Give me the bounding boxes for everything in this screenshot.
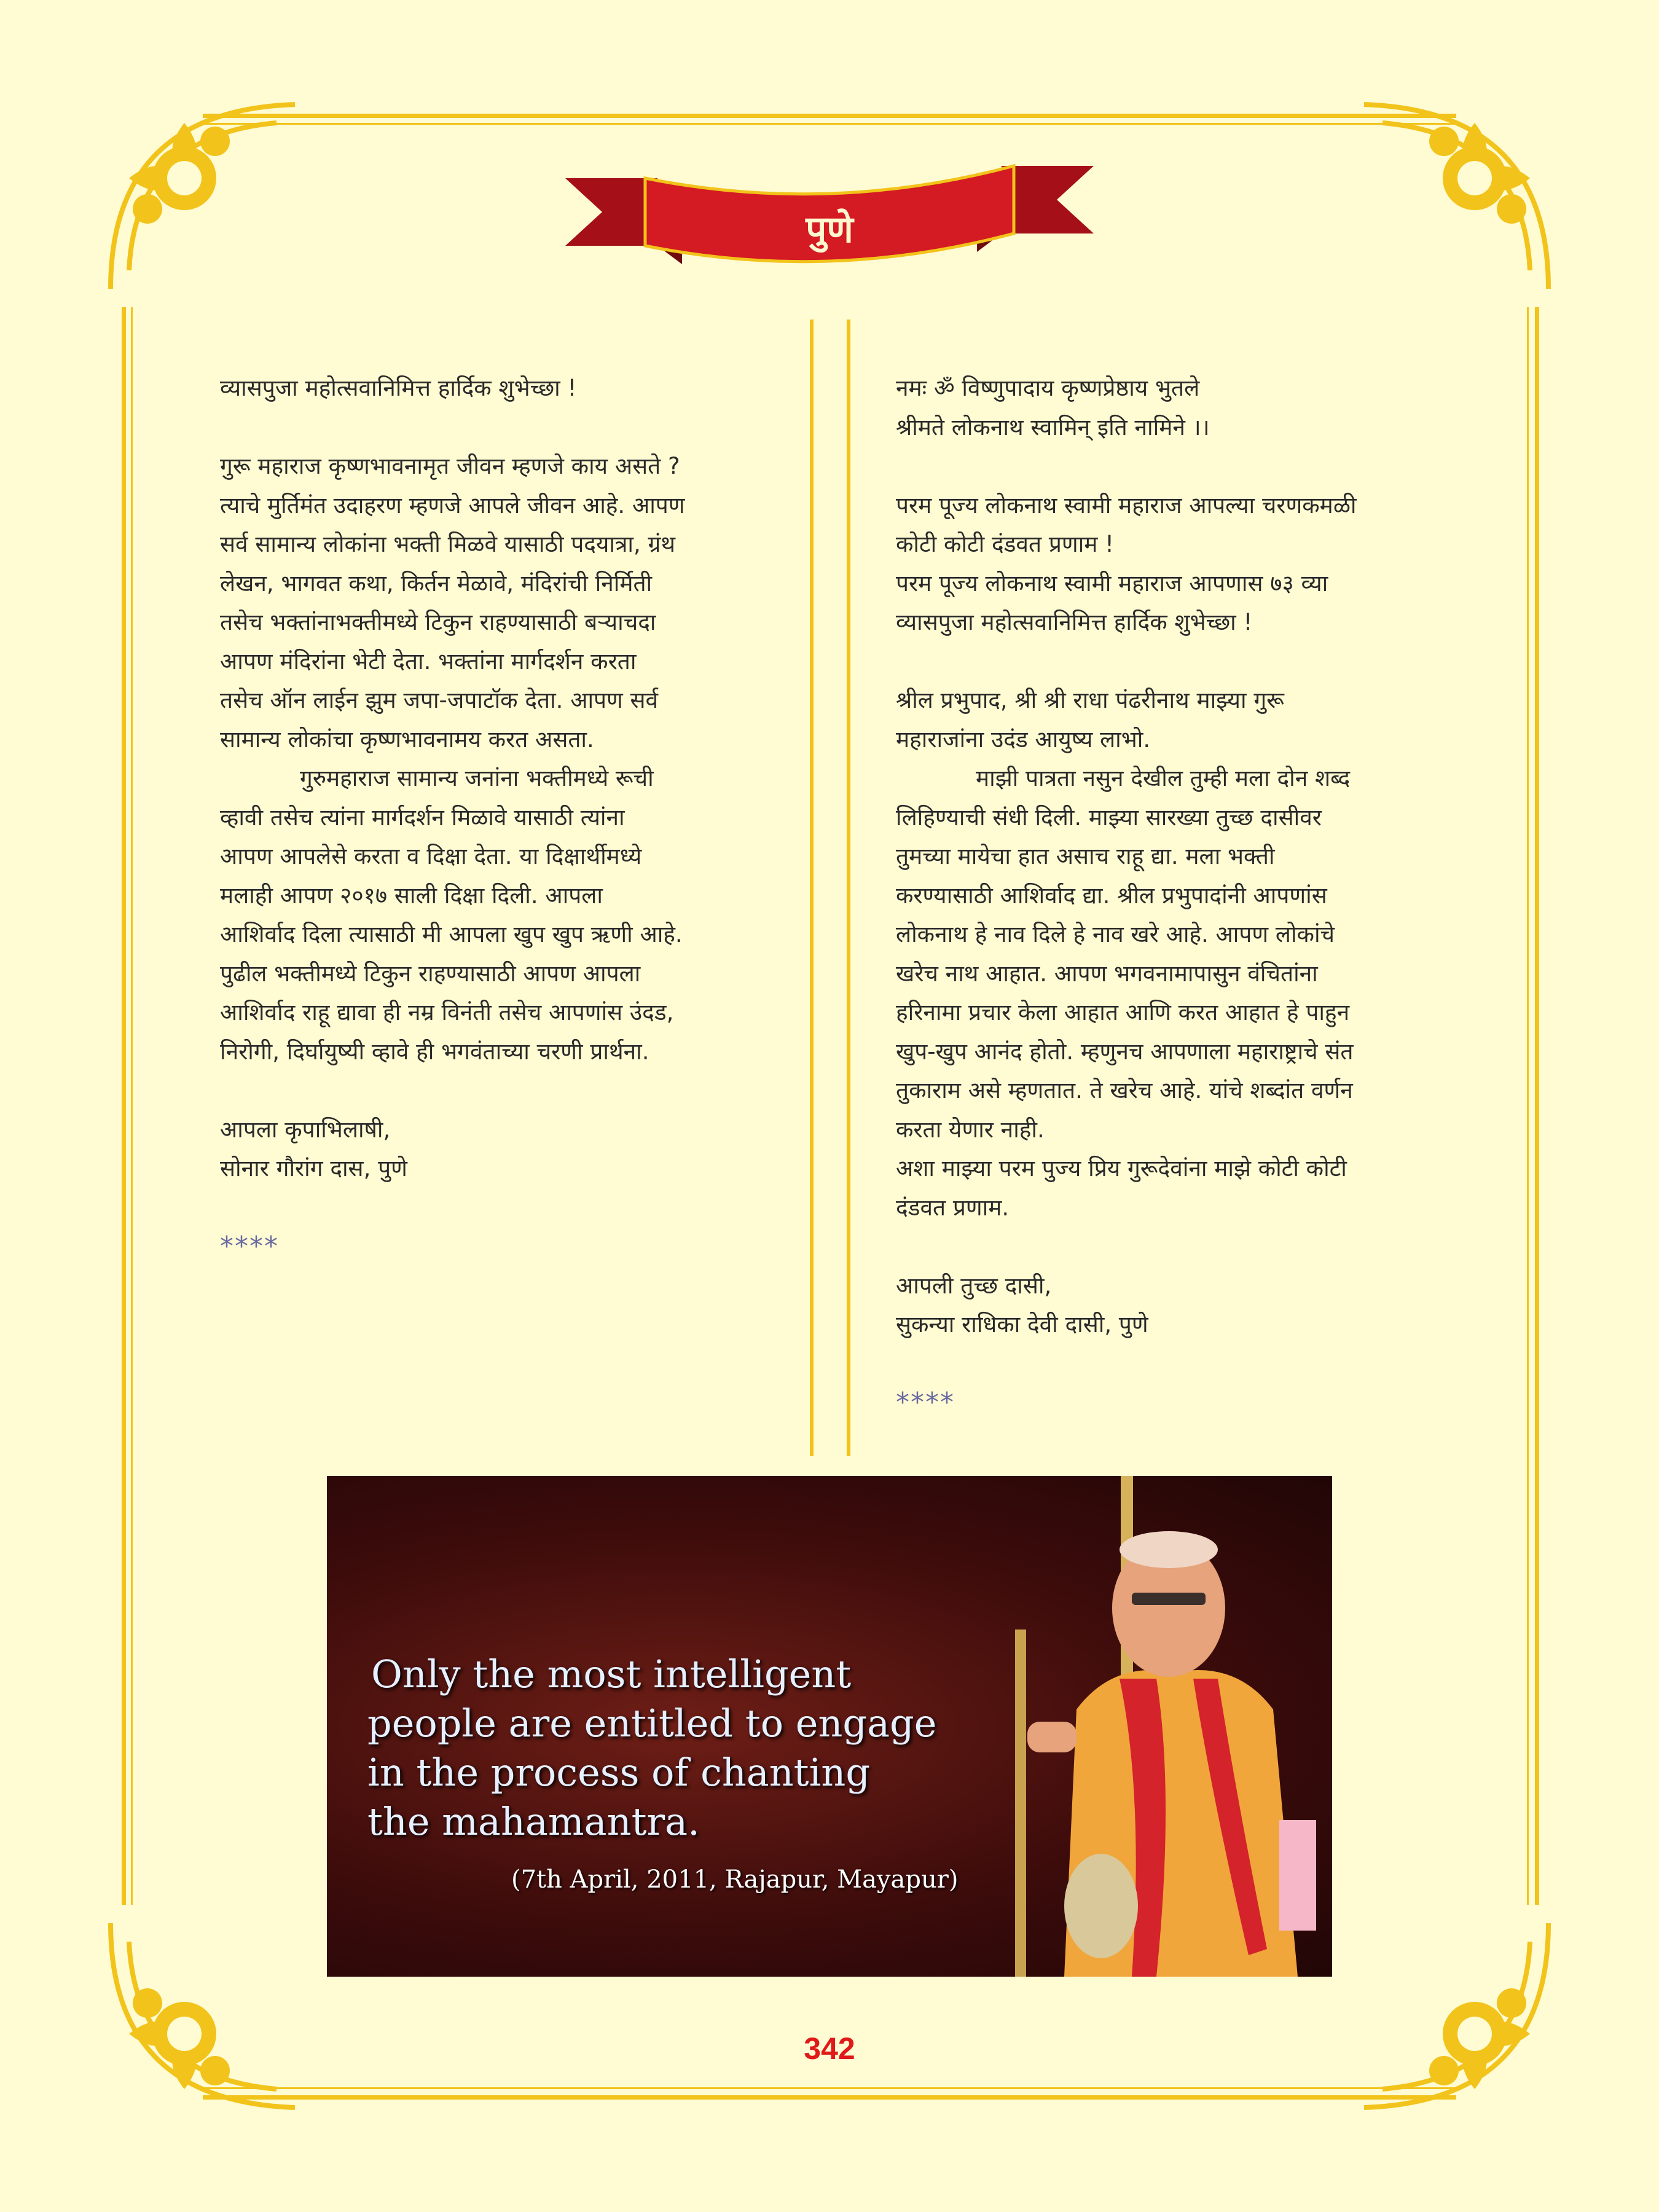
quote-line: Only the most intelligent [371,1652,852,1696]
paragraph-line: हरिनामा प्रचार केला आहात आणि करत आहात हे पाहुन [896,999,1350,1026]
quote-banner-photo [327,1476,1332,1977]
paragraph-line: कोटी कोटी दंडवत प्रणाम ! [896,531,1114,557]
corner-ornament-icon [92,86,313,307]
paragraph-line: अशा माझ्या परम पुज्य प्रिय गुरूदेवांना माझे कोटी कोटी [896,1155,1347,1182]
paragraph-line: त्याचे मुर्तिमंत उदाहरण म्हणजे आपले जीवन आहे. आपण [220,492,685,519]
quote-citation: (7th April, 2011, Rajapur, Mayapur) [511,1865,959,1894]
corner-ornament-icon [1346,1905,1567,2126]
greeting: व्यासपुजा महोत्सवानिमित्त हार्दिक शुभेच्छा ! [220,375,577,401]
frame-top-border-inner [203,123,1456,125]
paragraph-line: पुढील भक्तीमध्ये टिकुन राहण्यासाठी आपण आपला [220,960,641,987]
paragraph-line: महाराजांना उदंड आयुष्य लाभो. [896,726,1151,753]
frame-left-border [122,307,126,1905]
paragraph-line: परम पूज्य लोकनाथ स्वामी महाराज आपल्या चरणकमळी [896,492,1357,519]
paragraph-line: गुरुमहाराज सामान्य जनांना भक्तीमध्ये रूची [300,765,654,791]
closing: आपला कृपाभिलाषी, [220,1116,391,1143]
frame-right-border [1535,307,1539,1905]
corner-ornament-icon [92,1905,313,2126]
paragraph-line: खरेच नाथ आहात. आपण भगवनामापासुन वंचितांना [896,960,1318,987]
frame-top-border [203,114,1456,118]
corner-ornament-icon [1346,86,1567,307]
paragraph-line: तुमच्या मायेचा हात असाच राहू द्या. मला भक्ती [896,843,1275,869]
frame-bottom-border-inner [203,2087,1456,2089]
column-divider [810,320,814,1456]
paragraph-line: व्यासपुजा महोत्सवानिमित्त हार्दिक शुभेच्छा ! [896,609,1253,635]
paragraph-line: सर्व सामान्य लोकांना भक्ती मिळवे यासाठी पदयात्रा, ग्रंथ [220,531,675,557]
signature: सुकन्या राधिका देवी दासी, पुणे [896,1311,1148,1338]
paragraph-line: लोकनाथ हे नाव दिले हे नाव खरे आहे. आपण लोकांचे [896,921,1335,947]
paragraph-line: लेखन, भागवत कथा, किर्तन मेळावे, मंदिरांची निर्मिती [220,570,653,597]
paragraph-line: तुकाराम असे म्हणतात. ते खरेच आहे. यांचे शब्दांत वर्णन [896,1077,1353,1104]
paragraph-line: आशिर्वाद दिला त्यासाठी मी आपला खुप खुप ऋणी आहे. [220,921,683,947]
paragraph-line: आपण मंदिरांना भेटी देता. भक्तांना मार्गदर्शन करता [220,648,637,675]
paragraph-line: तसेच भक्तांनाभक्तीमध्ये टिकुन राहण्यासाठी बऱ्याचदा [220,609,656,635]
closing: आपली तुच्छ दासी, [896,1272,1052,1299]
paragraph-line: श्रील प्रभुपाद, श्री श्री राधा पंढरीनाथ माझ्या गुरू [896,687,1284,713]
paragraph-line: करता येणार नाही. [896,1116,1045,1143]
paragraph-line: करण्यासाठी आशिर्वाद द्या. श्रील प्रभुपादांनी आपणांस [896,882,1327,909]
paragraph-line: लिहिण्याची संधी दिली. माझ्या सारख्या तुच्छ दासीवर [896,804,1322,831]
quote-line: people are entitled to engage [367,1701,937,1746]
invocation-line: श्रीमते लोकनाथ स्वामिन् इति नामिने ।। [896,414,1210,441]
frame-bottom-border [203,2095,1456,2100]
frame-left-border-inner [131,307,133,1905]
section-end-stars: **** [220,1231,279,1262]
section-end-stars: **** [896,1387,955,1418]
paragraph-line: दंडवत प्रणाम. [896,1194,1010,1221]
page-number: 342 [804,2031,855,2066]
quote-line: in the process of chanting [367,1750,871,1795]
paragraph-line: सामान्य लोकांचा कृष्णभावनामय करत असता. [220,726,594,753]
paragraph-line: परम पूज्य लोकनाथ स्वामी महाराज आपणास ७३ व्या [896,570,1328,597]
paragraph-line: गुरू महाराज कृष्णभावनामृत जीवन म्हणजे काय असते ? [220,453,680,479]
quote-line: the mahamantra. [367,1799,700,1844]
person-with-staff-image [990,1476,1332,1977]
paragraph-line: व्हावी तसेच त्यांना मार्गदर्शन मिळावे यासाठी त्यांना [220,804,625,831]
paragraph-line: आशिर्वाद राहू द्यावा ही नम्र विनंती तसेच आपणांस उंदड, [220,999,674,1026]
paragraph-line: माझी पात्रता नसुन देखील तुम्ही मला दोन शब्द [976,765,1351,791]
frame-right-border-inner [1527,307,1529,1905]
paragraph-line: तसेच ऑन लाईन झुम जपा-जपाटॉक देता. आपण सर्व [220,687,659,713]
paragraph-line: खुप-खुप आनंद होतो. म्हणुनच आपणाला महाराष्ट्राचे संत [896,1038,1354,1065]
invocation-line: नमः ॐ विष्णुपादाय कृष्णप्रेष्ठाय भुतले [896,375,1200,401]
left-column [220,369,761,1266]
paragraph-line: आपण आपलेसे करता व दिक्षा देता. या दिक्षार्थीमध्ये [220,843,642,869]
page-title: पुणे [806,208,853,251]
signature: सोनार गौरांग दास, पुणे [220,1155,407,1182]
paragraph-line: मलाही आपण २०१७ साली दिक्षा दिली. आपला [220,882,603,909]
right-column [896,369,1437,1422]
paragraph-line: निरोगी, दिर्घायुष्यी व्हावे ही भगवंताच्या चरणी प्रार्थना. [220,1038,649,1065]
column-divider [847,320,850,1456]
